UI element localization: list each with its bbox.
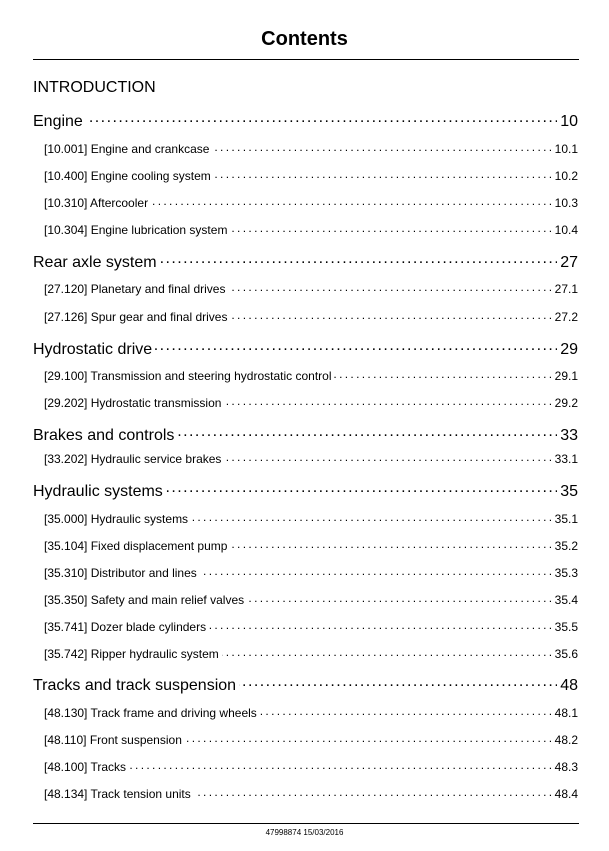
- dot-leader: [222, 645, 552, 658]
- item-label: [35.741] Dozer blade cylinders: [44, 619, 207, 634]
- item-page: 10.3: [554, 195, 578, 210]
- dot-leader: [239, 673, 557, 690]
- toc-item[interactable]: [44, 221, 578, 237]
- item-label: [35.310] Distributor and lines: [44, 565, 197, 580]
- dot-leader: [191, 510, 552, 523]
- item-label: [10.400] Engine cooling system: [44, 168, 211, 183]
- item-label: [35.000] Hydraulic systems: [44, 511, 189, 526]
- page-title: Contents: [261, 28, 348, 50]
- intro-label: INTRODUCTION: [33, 79, 156, 96]
- dot-leader: [230, 537, 551, 550]
- item-page: 35.4: [554, 592, 578, 607]
- item-label: [10.304] Engine lubrication system: [44, 222, 228, 237]
- item-label: [48.130] Track frame and driving wheels: [44, 705, 257, 720]
- section-title: Tracks and track suspension: [33, 676, 237, 694]
- item-page: 35.3: [554, 565, 578, 580]
- item-label: [29.100] Transmission and steering hydrostatic control: [44, 368, 332, 383]
- toc-item[interactable]: [44, 308, 578, 324]
- section-page: 48: [560, 676, 578, 694]
- dot-leader: [224, 394, 551, 407]
- item-page: 10.2: [554, 168, 578, 183]
- section-page: 27: [560, 253, 578, 271]
- dot-leader: [129, 758, 552, 771]
- toc-item[interactable]: [44, 731, 578, 747]
- section-page: 29: [560, 340, 578, 358]
- item-page: 48.1: [554, 705, 578, 720]
- toc-item[interactable]: [44, 510, 578, 526]
- header-rule: [33, 59, 579, 60]
- toc-item[interactable]: [44, 591, 578, 607]
- toc-item[interactable]: [44, 280, 578, 296]
- toc-item[interactable]: [44, 564, 578, 580]
- item-label: [10.310] Aftercooler: [44, 195, 149, 210]
- item-label: [27.120] Planetary and final drives: [44, 281, 226, 296]
- item-label: [48.100] Tracks: [44, 759, 127, 774]
- dot-leader: [214, 167, 552, 180]
- item-page: 48.4: [554, 786, 578, 801]
- item-page: 48.2: [554, 732, 578, 747]
- toc-item[interactable]: [44, 618, 578, 634]
- toc-item[interactable]: [44, 367, 578, 383]
- dot-leader: [200, 564, 552, 577]
- item-page: 33.1: [554, 451, 578, 466]
- item-page: 35.1: [554, 511, 578, 526]
- item-label: [48.110] Front suspension: [44, 732, 182, 747]
- section-title: Rear axle system: [33, 253, 157, 271]
- toc-item[interactable]: [44, 785, 578, 801]
- item-label: [10.001] Engine and crankcase: [44, 141, 210, 156]
- dot-leader: [86, 109, 557, 126]
- toc-item[interactable]: [44, 167, 578, 183]
- section-title: Hydraulic systems: [33, 482, 163, 500]
- toc-section-hydrostatic-drive[interactable]: [33, 337, 578, 359]
- section-title: Hydrostatic drive: [33, 340, 153, 358]
- dot-leader: [166, 479, 557, 496]
- toc-section-rear-axle[interactable]: [33, 250, 578, 272]
- dot-leader: [224, 450, 551, 463]
- item-page: 35.2: [554, 538, 578, 553]
- toc-item[interactable]: [44, 450, 578, 466]
- dot-leader: [260, 704, 552, 717]
- item-page: 27.1: [554, 281, 578, 296]
- dot-leader: [247, 591, 552, 604]
- item-page: 48.3: [554, 759, 578, 774]
- toc-section-engine[interactable]: [33, 109, 578, 131]
- item-label: [35.104] Fixed displacement pump: [44, 538, 228, 553]
- toc-item[interactable]: [44, 704, 578, 720]
- footer-doc-id: 47998874 15/03/2016: [265, 828, 344, 837]
- dot-leader: [230, 308, 551, 321]
- item-page: 29.2: [554, 395, 578, 410]
- dot-leader: [155, 337, 557, 354]
- dot-leader: [228, 280, 551, 293]
- item-page: 10.1: [554, 141, 578, 156]
- dot-leader: [151, 194, 552, 207]
- item-label: [48.134] Track tension units: [44, 786, 191, 801]
- toc-section-tracks[interactable]: [33, 673, 578, 695]
- dot-leader: [230, 221, 551, 234]
- toc-item[interactable]: [44, 758, 578, 774]
- dot-leader: [160, 250, 558, 267]
- item-page: 27.2: [554, 309, 578, 324]
- toc-item[interactable]: [44, 140, 578, 156]
- item-label: [27.126] Spur gear and final drives: [44, 309, 228, 324]
- toc-section-hydraulic-systems[interactable]: [33, 479, 578, 501]
- dot-leader: [212, 140, 551, 153]
- item-label: [35.742] Ripper hydraulic system: [44, 646, 219, 661]
- toc-item[interactable]: [44, 645, 578, 661]
- section-page: 33: [560, 426, 578, 444]
- dot-leader: [185, 731, 552, 744]
- dot-leader: [209, 618, 552, 631]
- footer-rule: [33, 823, 579, 824]
- dot-leader: [334, 367, 551, 380]
- toc-item[interactable]: [44, 194, 578, 210]
- dot-leader: [194, 785, 552, 798]
- section-page: 10: [560, 112, 578, 130]
- toc-item[interactable]: [44, 394, 578, 410]
- section-title: Brakes and controls: [33, 426, 175, 444]
- item-page: 35.5: [554, 619, 578, 634]
- toc-item[interactable]: [44, 537, 578, 553]
- toc-section-brakes[interactable]: [33, 423, 578, 445]
- dot-leader: [177, 423, 557, 440]
- item-page: 35.6: [554, 646, 578, 661]
- item-label: [35.350] Safety and main relief valves: [44, 592, 245, 607]
- item-label: [33.202] Hydraulic service brakes: [44, 451, 222, 466]
- item-page: 10.4: [554, 222, 578, 237]
- item-page: 29.1: [554, 368, 578, 383]
- section-title: Engine: [33, 112, 83, 130]
- item-label: [29.202] Hydrostatic transmission: [44, 395, 222, 410]
- section-page: 35: [560, 482, 578, 500]
- intro-heading[interactable]: [33, 79, 156, 97]
